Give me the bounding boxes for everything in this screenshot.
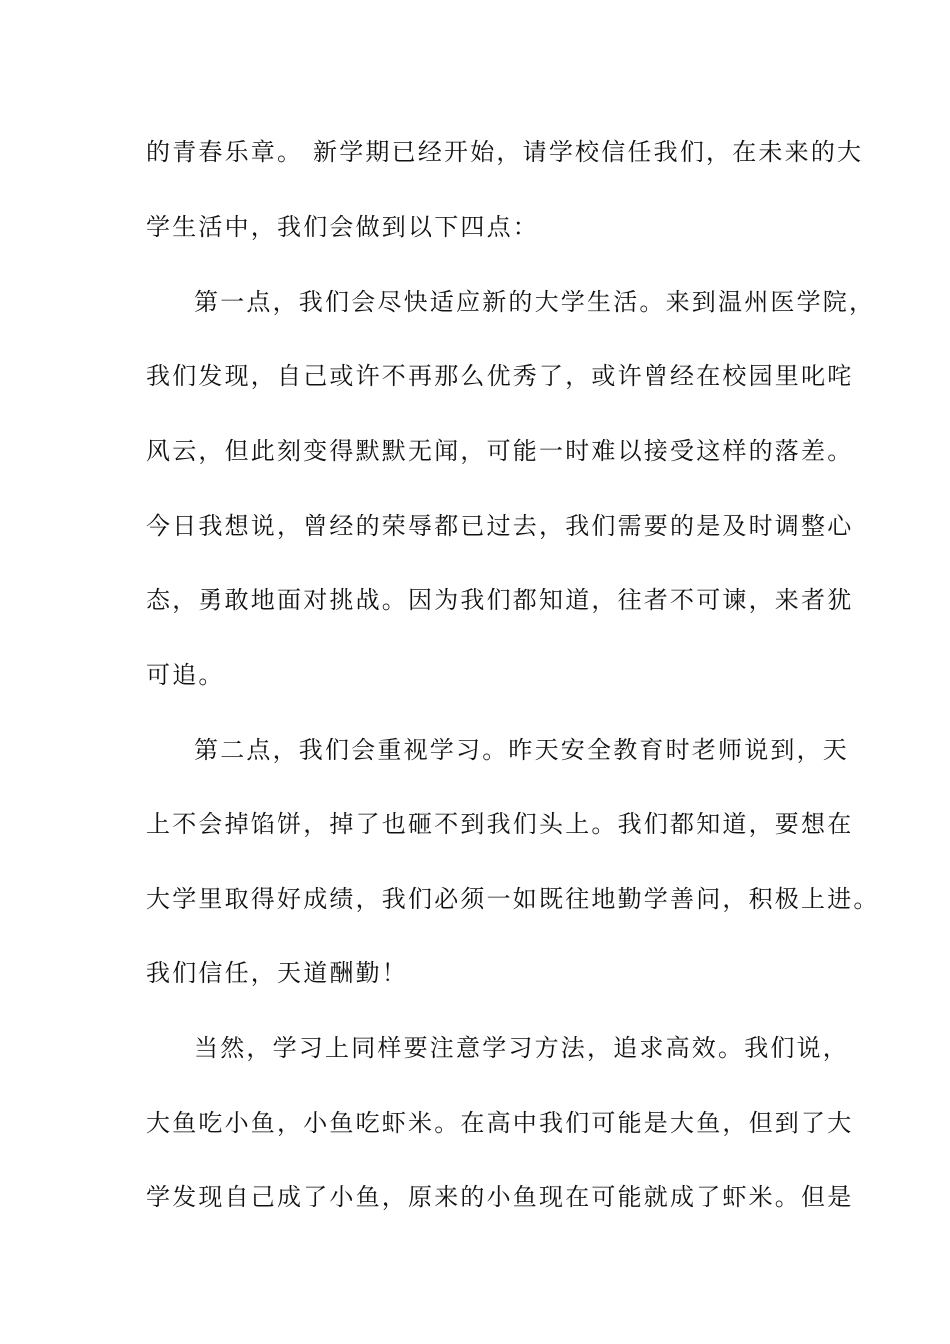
text-line: 今日我想说，曾经的荣辱都已过去，我们需要的是及时调整心	[146, 512, 854, 540]
text-line: 我们信任，天道酬勤！	[146, 959, 408, 987]
text-line: 上不会掉馅饼，掉了也砸不到我们头上。我们都知道，要想在	[146, 810, 854, 838]
text-line: 学生活中，我们会做到以下四点：	[146, 213, 539, 241]
paragraph-start-line: 第一点，我们会尽快适应新的大学生活。来到温州医学院，	[194, 288, 876, 316]
text-line: 的青春乐章。 新学期已经开始，请学校信任我们，在未来的大	[146, 138, 864, 166]
paragraph-start-line: 第二点，我们会重视学习。昨天安全教育时老师说到，天	[194, 736, 849, 764]
text-line: 风云，但此刻变得默默无闻，可能一时难以接受这样的落差。	[146, 437, 854, 465]
text-line: 我们发现，自己或许不再那么优秀了，或许曾经在校园里叱咤	[146, 362, 854, 390]
paragraph-start-line: 当然，学习上同样要注意学习方法，追求高效。我们说，	[194, 1034, 849, 1062]
text-line: 学发现自己成了小鱼，原来的小鱼现在可能就成了虾米。但是	[146, 1183, 854, 1211]
text-line: 可追。	[146, 661, 225, 689]
text-line: 大鱼吃小鱼，小鱼吃虾米。在高中我们可能是大鱼，但到了大	[146, 1109, 854, 1137]
text-line: 大学里取得好成绩，我们必须一如既往地勤学善问，积极上进。	[146, 885, 880, 913]
text-line: 态，勇敢地面对挑战。因为我们都知道，往者不可谏，来者犹	[146, 586, 854, 614]
